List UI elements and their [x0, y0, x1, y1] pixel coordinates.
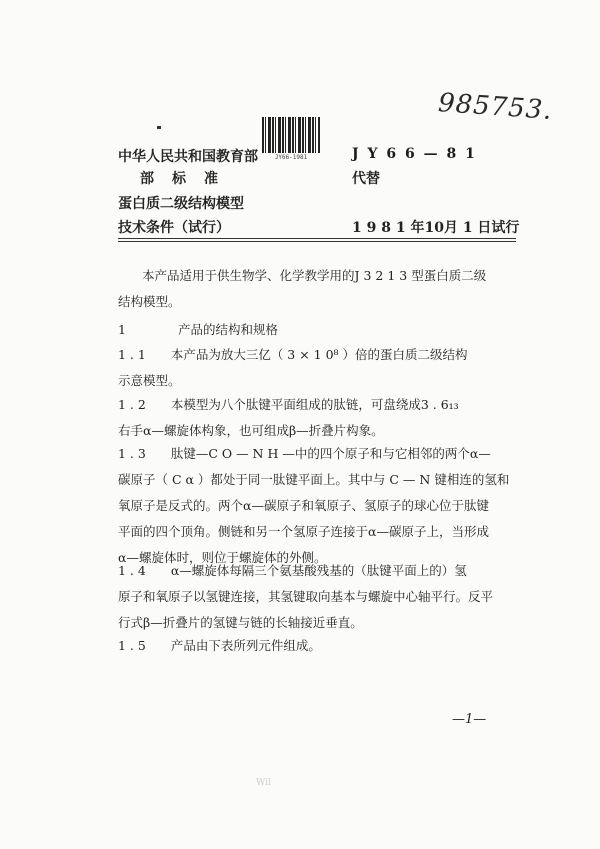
clause-line: 右手α—螺旋体构象，也可组成β—折叠片构象。 [118, 423, 384, 438]
section-heading [118, 317, 518, 343]
ink-dot [157, 126, 161, 129]
watermark: Wil [256, 778, 271, 788]
effective-date: 1 9 8 1 年10月 1 日试行 [352, 220, 520, 236]
clause-line: 示意模型。 [118, 373, 181, 388]
barcode-image [262, 117, 320, 153]
page-number: —1— [452, 712, 487, 727]
clause-1-3 [118, 441, 518, 571]
standard-label: 部 标 准 [140, 171, 220, 187]
clause-1-1 [118, 342, 518, 394]
replaces-label: 代替 [352, 171, 380, 187]
intro-line: 本产品适用于供生物学、化学教学用的J 3 2 1 3 型蛋白质二级 [142, 268, 487, 283]
clause-line: 原子和氧原子以氢键连接，其氢键取向基本与螺旋中心轴平行。反平 [118, 589, 494, 604]
section-title: 产品的结构和规格 [178, 322, 279, 337]
section-number: 1 [118, 322, 126, 337]
clause-line: 1 . 3 肽键—C O — N H —中的四个原子和与它相邻的两个α— [118, 446, 491, 461]
clause-line: 行式β—折叠片的氢键与链的长轴接近垂直。 [118, 615, 363, 630]
clause-1-4 [118, 558, 518, 636]
clause-line: 碳原子（ C α ）都处于同一肽键平面上。其中与 C — N 键相连的氢和 [118, 472, 510, 487]
header-rule-2 [118, 241, 516, 242]
standard-code: J Y 6 6 — 8 1 [352, 146, 477, 162]
clause-line: 1 . 4 α—螺旋体每隔三个氨基酸残基的（肽键平面上的）氢 [118, 563, 467, 578]
ministry-name: 中华人民共和国教育部 [118, 149, 258, 165]
clause-line: α—螺旋体时，则位于螺旋体的外侧。 [118, 550, 327, 565]
clause-line: 氧原子是反式的。两个α—碳原子和氧原子、氢原子的球心位于肽键 [118, 498, 489, 513]
title-line-1: 蛋白质二级结构模型 [118, 196, 244, 212]
title-line-2: 技术条件（试行） [118, 220, 230, 236]
intro-paragraph [118, 263, 518, 315]
clause-line: 1 . 5 产品由下表所列元件组成。 [118, 638, 321, 653]
clause-1-5 [118, 633, 518, 659]
clause-line: 1 . 1 本产品为放大三亿（ 3 × 1 0⁸ ）倍的蛋白质二级结构 [118, 347, 468, 362]
clause-line: 平面的四个顶角。侧链和另一个氢原子连接于α—碳原子上，当形成 [118, 524, 489, 539]
clause-1-2 [118, 392, 518, 444]
header-rule-1 [118, 238, 516, 239]
intro-line: 结构模型。 [118, 294, 181, 309]
handwritten-note: 985753. [437, 88, 554, 126]
barcode-label: JY66-1981 [274, 154, 308, 161]
clause-line: 1 . 2 本模型为八个肽键平面组成的肽链，可盘绕成3 . 6₁₃ [118, 397, 459, 412]
